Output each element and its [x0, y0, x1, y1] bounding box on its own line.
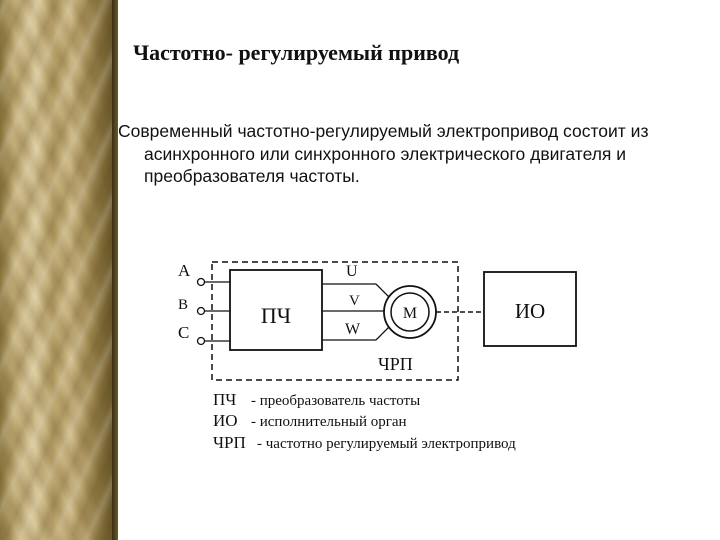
legend-desc-1: - преобразователь частоты	[251, 393, 421, 409]
legend-desc-3: - частотно регулируемый электропривод	[257, 436, 516, 452]
input-label-b: B	[178, 297, 189, 313]
converter-label: ПЧ	[260, 303, 292, 328]
legend-abbr-3: ЧРП	[213, 433, 246, 452]
input-label-a: A	[178, 261, 191, 280]
terminal-c	[198, 338, 205, 345]
motor-label: М	[402, 305, 418, 322]
legend-desc-2: - исполнительный орган	[251, 414, 407, 430]
slide-body-text: Современный частотно-регулируемый электропривод состоит из асинхронного или синхронного электрического двигателя и преобразователя частоты.	[118, 121, 649, 186]
input-label-c: C	[178, 323, 190, 342]
slide-title: Частотно- регулируемый привод	[133, 40, 460, 65]
terminal-a	[198, 279, 205, 286]
actuator-label: ИО	[514, 299, 546, 323]
phase-label-u: U	[346, 263, 358, 280]
phase-label-v: V	[349, 293, 360, 309]
drive-label: ЧРП	[378, 354, 413, 374]
phase-label-w: W	[345, 321, 361, 338]
legend-abbr-1: ПЧ	[213, 390, 237, 409]
terminal-b	[198, 308, 205, 315]
legend-abbr-2: ИО	[213, 411, 238, 430]
